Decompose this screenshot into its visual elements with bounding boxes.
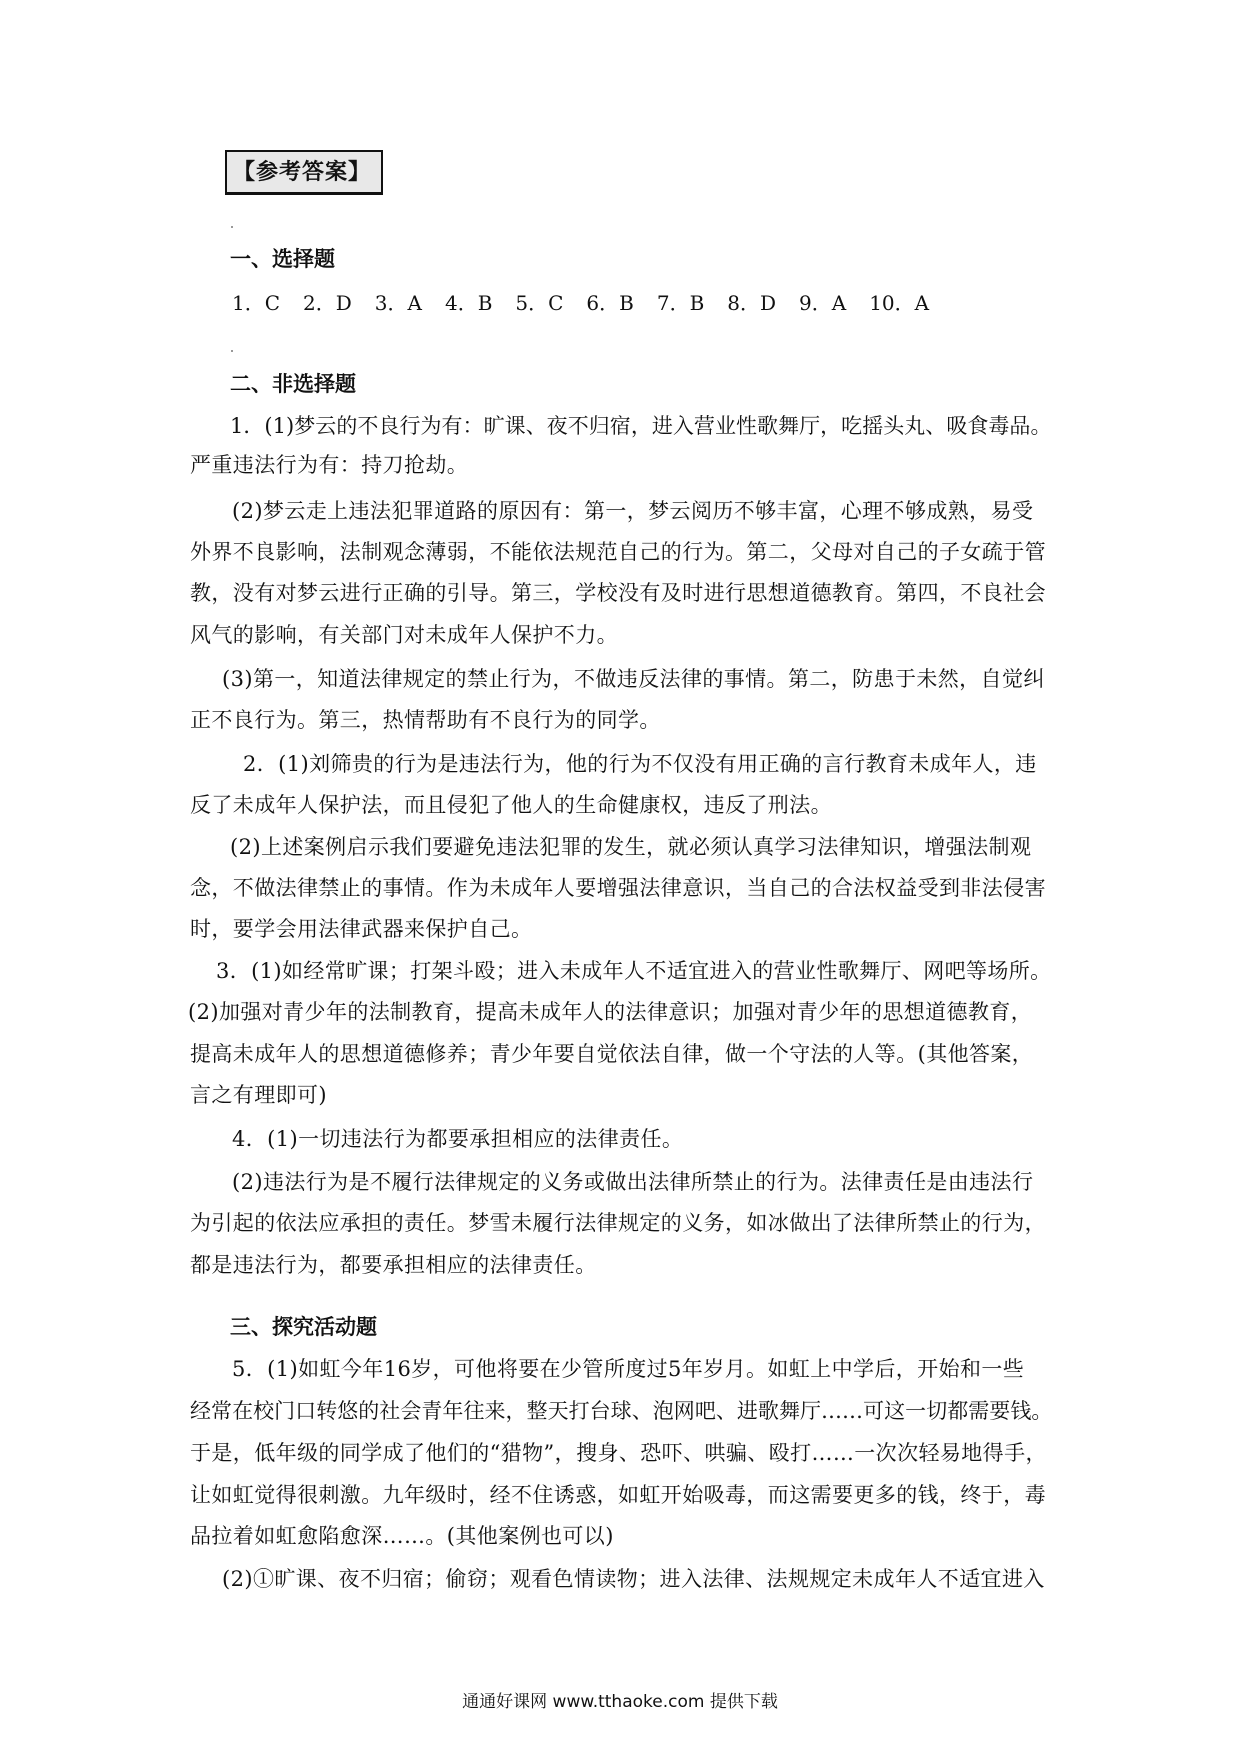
text-line: 教，没有对梦云进行正确的引导。第三，学校没有及时进行思想道德教育。第四，不良社会 [190, 581, 1046, 605]
text-line: 提高未成年人的思想道德修养；青少年要自觉依法自律，做一个守法的人等。(其他答案， [190, 1042, 1034, 1066]
text-line: 风气的影响，有关部门对未成年人保护不力。 [190, 623, 618, 647]
choice-answer: 2．D [303, 291, 352, 315]
text-line: 为引起的依法应承担的责任。梦雪未履行法律规定的义务，如冰做出了法律所禁止的行为， [190, 1211, 1046, 1235]
choice-answer: 4．B [444, 291, 493, 315]
choice-answer: 8．D [727, 291, 777, 315]
text-line: (2)上述案例启示我们要避免违法犯罪的发生，就必须认真学习法律知识，增强法制观 [230, 835, 1032, 859]
text-line: (3)第一，知道法律规定的禁止行为，不做违反法律的事情。第二，防患于未然，自觉纠 [222, 667, 1045, 691]
choice-answer: 3．A [374, 291, 422, 315]
choice-answers-row [232, 290, 952, 316]
text-line: 品拉着如虹愈陷愈深……。(其他案例也可以) [190, 1524, 614, 1548]
text-line: 念，不做法律禁止的事情。作为未成年人要增强法律意识，当自己的合法权益受到非法侵害 [190, 876, 1046, 900]
choice-answer: 9．A [799, 291, 847, 315]
text-line: (2)违法行为是不履行法律规定的义务或做出法律所禁止的行为。法律责任是由违法行 [232, 1170, 1034, 1194]
text-line: (2)加强对青少年的法制教育，提高未成年人的法律意识；加强对青少年的思想道德教育， [188, 1000, 1033, 1024]
text-line: 外界不良影响，法制观念薄弱，不能依法规范自己的行为。第二，父母对自己的子女疏于管 [190, 540, 1046, 564]
text-line: 2．(1)刘筛贵的行为是违法行为，他的行为不仅没有用正确的言行教育未成年人，违 [243, 752, 1037, 776]
scan-speck [231, 350, 233, 352]
text-line: (2)梦云走上违法犯罪道路的原因有：第一，梦云阅历不够丰富，心理不够成熟，易受 [232, 499, 1034, 523]
text-line: 4．(1)一切违法行为都要承担相应的法律责任。 [232, 1127, 684, 1151]
answer-key-header: 【参考答案】 [225, 150, 383, 195]
choice-answer: 7．B [656, 291, 705, 315]
section-heading-inquiry: 三、探究活动题 [230, 1315, 377, 1339]
choice-answer: 1．C [232, 291, 281, 315]
text-line: 言之有理即可) [190, 1083, 327, 1107]
text-line: 时，要学会用法律武器来保护自己。 [190, 917, 533, 941]
text-line: 正不良行为。第三，热情帮助有不良行为的同学。 [190, 708, 661, 732]
scan-speck [231, 226, 233, 228]
section-heading-choice: 一、选择题 [230, 247, 335, 271]
text-line: 让如虹觉得很刺激。九年级时，经不住诱惑，如虹开始吸毒，而这需要更多的钱，终于，毒 [190, 1483, 1046, 1507]
text-line: 反了未成年人保护法，而且侵犯了他人的生命健康权，违反了刑法。 [190, 793, 832, 817]
text-line: (2)①旷课、夜不归宿；偷窃；观看色情读物；进入法律、法规规定未成年人不适宜进入 [222, 1567, 1045, 1591]
text-line: 都是违法行为，都要承担相应的法律责任。 [190, 1253, 597, 1277]
page-footer: 通通好课网 www.tthaoke.com 提供下载 [462, 1692, 778, 1712]
section-heading-nonchoice: 二、非选择题 [230, 372, 356, 396]
text-line: 严重违法行为有：持刀抢劫。 [190, 453, 469, 477]
text-line: 1．(1)梦云的不良行为有：旷课、夜不归宿，进入营业性歌舞厅，吃摇头丸、吸食毒品。 [230, 414, 1052, 438]
text-line: 于是，低年级的同学成了他们的“猎物”，搜身、恐吓、哄骗、殴打……一次次轻易地得手， [190, 1441, 1047, 1465]
choice-answer: 6．B [586, 291, 634, 315]
choice-answer: 5．C [515, 291, 564, 315]
choice-answer: 10．A [869, 291, 930, 315]
text-line: 3．(1)如经常旷课；打架斗殴；进入未成年人不适宜进入的营业性歌舞厅、网吧等场所。 [216, 959, 1052, 983]
text-line: 经常在校门口转悠的社会青年往来，整天打台球、泡网吧、进歌舞厅……可这一切都需要钱。 [190, 1399, 1053, 1423]
text-line: 5．(1)如虹今年16岁，可他将要在少管所度过5年岁月。如虹上中学后，开始和一些 [232, 1357, 1025, 1381]
